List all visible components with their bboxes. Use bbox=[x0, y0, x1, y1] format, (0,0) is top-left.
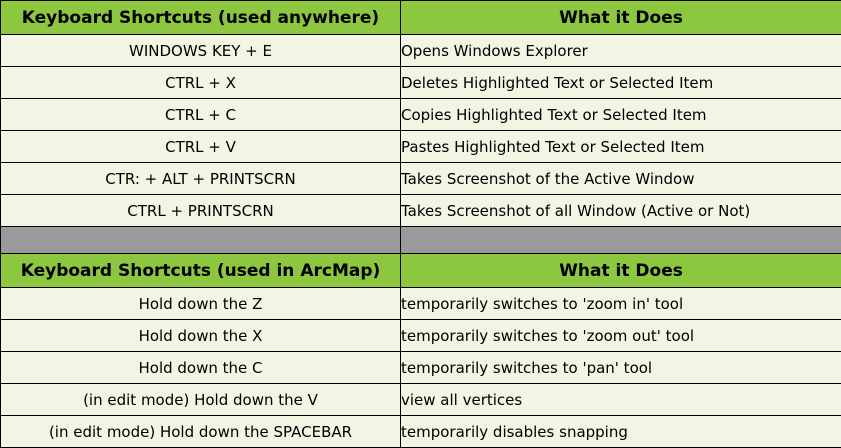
shortcut-key: (in edit mode) Hold down the SPACEBAR bbox=[1, 416, 401, 448]
section-divider-row bbox=[1, 227, 841, 254]
shortcut-key: WINDOWS KEY + E bbox=[1, 35, 401, 67]
shortcut-key: Hold down the C bbox=[1, 352, 401, 384]
table-row bbox=[1, 352, 841, 384]
shortcut-description: Pastes Highlighted Text or Selected Item bbox=[401, 131, 841, 163]
shortcut-description: temporarily switches to 'pan' tool bbox=[401, 352, 841, 384]
header-cell-description: What it Does bbox=[401, 254, 841, 288]
shortcut-key: CTRL + PRINTSCRN bbox=[1, 195, 401, 227]
table-row bbox=[1, 195, 841, 227]
table-row bbox=[1, 131, 841, 163]
table-row bbox=[1, 288, 841, 320]
shortcut-key: (in edit mode) Hold down the V bbox=[1, 384, 401, 416]
header-cell-description: What it Does bbox=[401, 1, 841, 35]
header-cell-shortcut: Keyboard Shortcuts (used anywhere) bbox=[1, 1, 401, 35]
shortcut-description: temporarily switches to 'zoom in' tool bbox=[401, 288, 841, 320]
shortcut-key: Hold down the X bbox=[1, 320, 401, 352]
shortcut-key: CTRL + V bbox=[1, 131, 401, 163]
header-cell-shortcut: Keyboard Shortcuts (used in ArcMap) bbox=[1, 254, 401, 288]
shortcut-description: Takes Screenshot of all Window (Active or Not) bbox=[401, 195, 841, 227]
divider-cell-left bbox=[1, 227, 401, 254]
shortcut-description: Deletes Highlighted Text or Selected Item bbox=[401, 67, 841, 99]
table-row bbox=[1, 35, 841, 67]
table-row bbox=[1, 163, 841, 195]
shortcut-key: CTRL + C bbox=[1, 99, 401, 131]
table-row bbox=[1, 99, 841, 131]
shortcut-key: CTR: + ALT + PRINTSCRN bbox=[1, 163, 401, 195]
shortcut-key: Hold down the Z bbox=[1, 288, 401, 320]
divider-cell-right bbox=[401, 227, 841, 254]
shortcut-key: CTRL + X bbox=[1, 67, 401, 99]
shortcut-description: view all vertices bbox=[401, 384, 841, 416]
table-row bbox=[1, 320, 841, 352]
shortcut-description: Opens Windows Explorer bbox=[401, 35, 841, 67]
table-row bbox=[1, 384, 841, 416]
table-row bbox=[1, 416, 841, 448]
shortcut-description: Copies Highlighted Text or Selected Item bbox=[401, 99, 841, 131]
section-header-row-anywhere bbox=[1, 1, 841, 35]
table-row bbox=[1, 67, 841, 99]
shortcut-description: temporarily switches to 'zoom out' tool bbox=[401, 320, 841, 352]
shortcut-description: temporarily disables snapping bbox=[401, 416, 841, 448]
section-header-row-arcmap bbox=[1, 254, 841, 288]
shortcut-description: Takes Screenshot of the Active Window bbox=[401, 163, 841, 195]
